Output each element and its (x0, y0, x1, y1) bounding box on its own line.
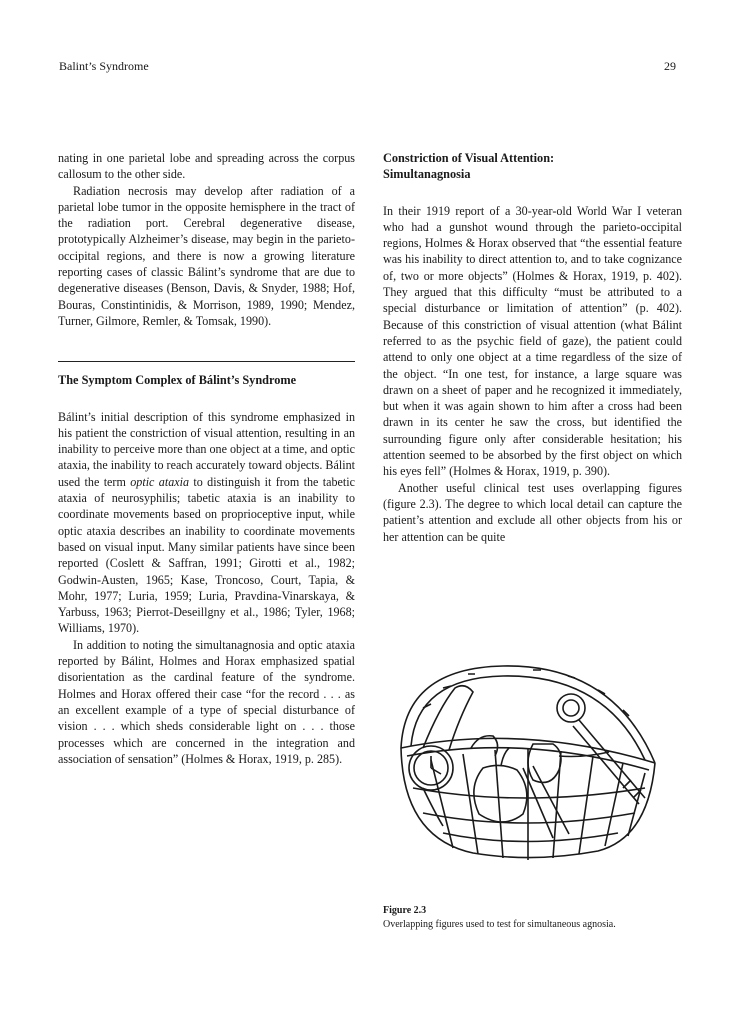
paragraph: In addition to noting the simultanagnosia and optic ataxia reported by Bálint, Holmes and Horax emphasized spatial disorientation as the cardinal feature of the syndrome. Holmes and Horax offered their case “for the record . . . as an excellent example of a type of special disturbance of vision . . . which sheds considerable light on . . . those processes which are concerned in the integration and association of sensation” (Holmes & Horax, 1919, p. 285). (58, 637, 355, 766)
running-title: Balint’s Syndrome (59, 59, 149, 73)
figure-illustration (383, 648, 683, 878)
paragraph-text: Bálint’s initial description of this syndrome emphasized in his patient the constriction of visual attention, resulting in an inability to perceive more than one object at a time, and optic ataxia, the inability to reach accurately toward objects. Bálint used the term (58, 409, 355, 489)
figure-caption (383, 904, 693, 932)
left-column (58, 150, 355, 767)
figure-label: Figure 2.3 (383, 905, 427, 916)
paragraph (58, 409, 355, 637)
heading-line: Simultanagnosia (383, 167, 471, 182)
page-number: 29 (664, 59, 676, 73)
paragraph: Another useful clinical test uses overlapping figures (figure 2.3). The degree to which local detail can capture the patient’s attention and exclude all other objects from his or her attention can be quite (383, 480, 682, 544)
italic-term: optic ataxia (130, 474, 190, 489)
section-heading: The Symptom Complex of Bálint’s Syndrome (58, 373, 297, 388)
key (557, 694, 585, 722)
right-column (383, 150, 682, 545)
section-divider (58, 361, 355, 362)
caption-text: Overlapping figures used to test for simultaneous agnosia. (383, 919, 616, 930)
section-heading (383, 150, 682, 183)
paragraph: In their 1919 report of a 30-year-old World War I veteran who had a gunshot wound through the parieto-occipital regions, Holmes & Horax observed that “the essential feature was his inability to direct attention to, and to take cognizance of, two or more objects” (Holmes & Horax, 1919, p. 402). They argued that this difficulty “must be attributed to a special disturbance or limitation of attention” (p. 402). Because of this constriction of visual attention (what Bálint referred to as the psychic field of gaze), the patient could attend to only one object at a time regardless of the size of the object. “In one test, for instance, a large square was drawn on a sheet of paper and he recognized it immediately, but when it was again shown to him after a cross had been drawn in its center he saw the cross, but identified the surrounding figure only after considerable hesitation; his attention seemed to be absorbed by the first object on which his eyes fell” (Holmes & Horax, 1919, p. 390). (383, 203, 682, 479)
paragraph-text: to distinguish it from the tabetic ataxia of neurosyphilis; tabetic ataxia is an inability to coordinate movements based on proprioceptive input, while optic ataxia describes an inability to coordinate movements based on visual input. Many similar patients have since been reported (Coslett & Saffran, 1991; Girotti et al., 1982; Godwin-Austen, 1965; Kase, Troncoso, Court, Tapia, & Mohr, 1977; Luria, 1959; Luria, Pravdina-Vinarskaya, & Yarbuss, 1963; Pierrot-Deseillgny et al., 1986; Tyler, 1968; Williams, 1970). (58, 474, 355, 636)
overlapping-objects-drawing (383, 648, 683, 878)
heading-line: Constriction of Visual Attention: (383, 151, 555, 165)
paragraph: nating in one parietal lobe and spreading across the corpus callosum to the other side. (58, 151, 355, 182)
paragraph: Radiation necrosis may develop after radiation of a parietal lobe tumor in the opposite hemisphere in the tract of the radiation port. Cerebral degenerative disease, prototypically Alzheimer’s disease, may begin in the parieto-occipital regions, and there is now a growing literature reporting cases of classic Bálint’s syndrome that are due to degenerative diseases (Benson, Davis, & Snyder, 1988; Hof, Bouras, Constintinidis, & Morrison, 1989, 1990; Mendez, Turner, Gilmore, Remler, & Tomsak, 1990). (58, 183, 355, 328)
